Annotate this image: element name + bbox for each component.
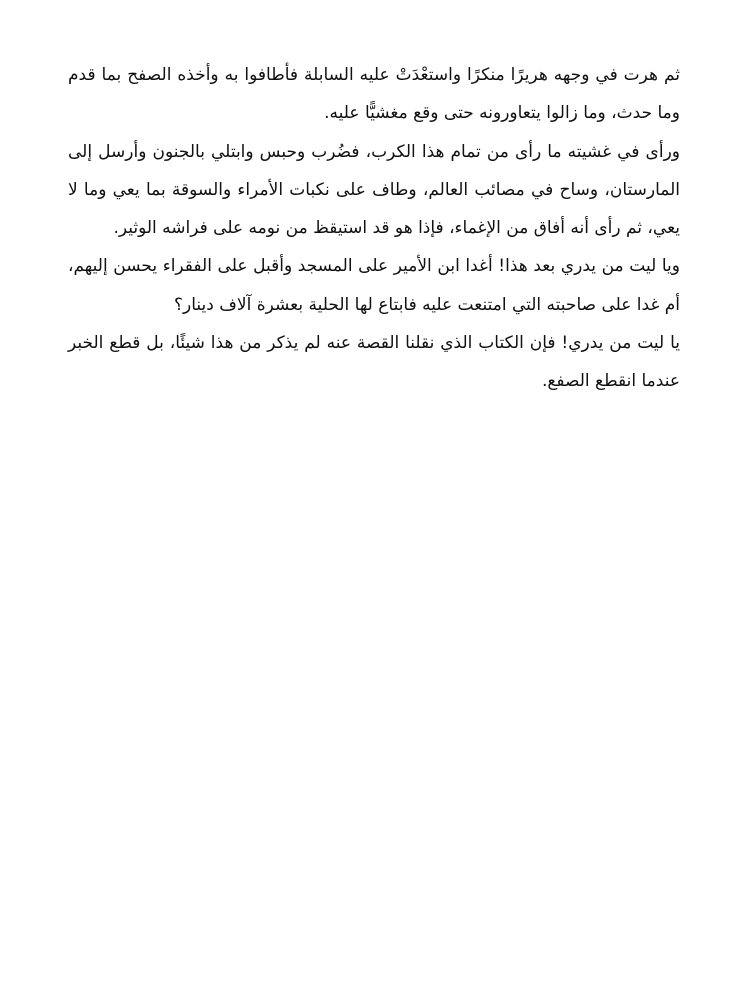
paragraph-3: ويا ليت من يدري بعد هذا! أغدا ابن الأمير على المسجد وأقبل على الفقراء يحسن إليهم، أم غدا على صاحبته التي امتنعت عليه فابتاع لها الحلية بعشرة آلاف دينار؟ [68,256,680,315]
document-body [68,56,680,401]
paragraph-4: يا ليت من يدري! فإن الكتاب الذي نقلنا القصة عنه لم يذكر من هذا شيئًا، بل قطع الخبر عندما انقطع الصفع. [68,333,680,392]
paragraph-2: ورأى في غشيته ما رأى من تمام هذا الكرب، فضُرب وحبس وابتلي بالجنون وأرسل إلى المارستان، وساح في مصائب العالم، وطاف على نكبات الأمراء والسوقة بما يعي وما لا يعي، ثم رأى أنه أفاق من الإغماء، فإذا هو قد استيقظ من نومه على فراشه الوثير. [68,141,680,239]
paragraph-1: ثم هرت في وجهه هريرًا منكرًا واستعْدَتْ عليه السابلة فأطافوا به وأخذه الصفح بما قدم وما حدث، وما زالوا يتعاورونه حتى وقع مغشيًّا عليه. [68,65,680,124]
